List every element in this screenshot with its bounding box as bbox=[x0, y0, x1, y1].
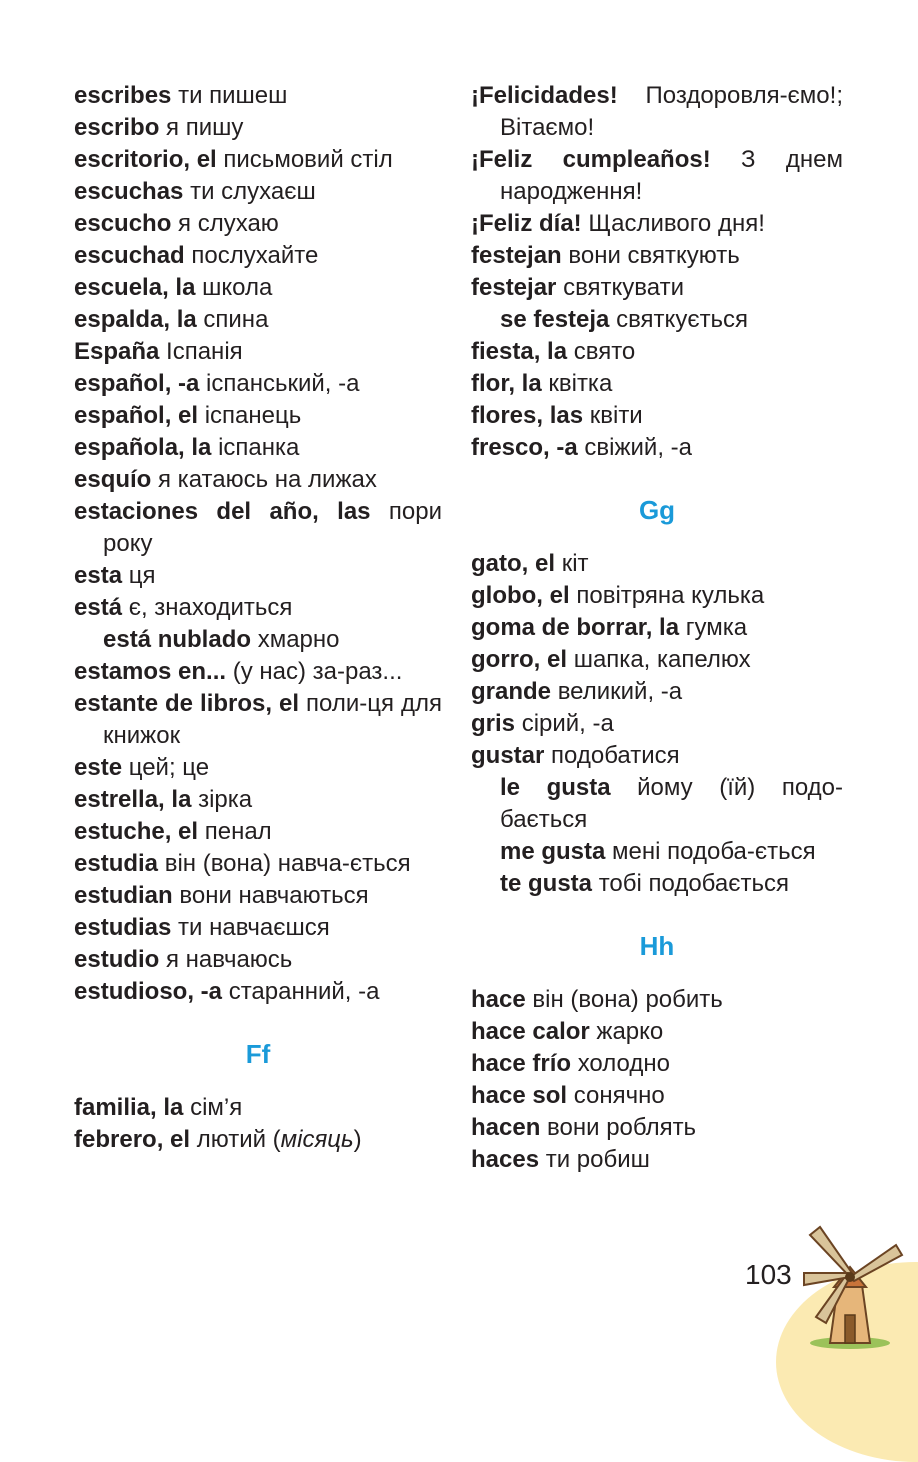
headword: escribes bbox=[74, 82, 172, 109]
translation: холодно bbox=[577, 1050, 670, 1077]
dictionary-entry bbox=[471, 1016, 843, 1048]
translation-note: місяць bbox=[280, 1126, 354, 1153]
translation: хмарно bbox=[257, 626, 340, 653]
headword: estudioso, -a bbox=[74, 978, 223, 1005]
translation: Щасливого дня! bbox=[588, 210, 765, 237]
headword: escuchas bbox=[74, 178, 184, 205]
translation: свіжий, -а bbox=[584, 434, 693, 461]
dictionary-entry bbox=[471, 1112, 843, 1144]
headword: estante de libros, el bbox=[74, 690, 300, 717]
translation: (у нас) за-раз... bbox=[232, 658, 403, 685]
spacer bbox=[471, 464, 843, 494]
dictionary-entry bbox=[471, 432, 843, 464]
translation: я катаюсь на лижах bbox=[158, 466, 377, 493]
headword: escuela, la bbox=[74, 274, 196, 301]
translation: він (вона) робить bbox=[532, 986, 723, 1013]
translation: гумка bbox=[685, 614, 748, 641]
headword: estudias bbox=[74, 914, 172, 941]
dictionary-entry bbox=[74, 336, 442, 368]
headword: ¡Felicidades! bbox=[471, 82, 618, 109]
dictionary-entry bbox=[74, 496, 442, 560]
headword: estamos en... bbox=[74, 658, 227, 685]
translation: вони роблять bbox=[547, 1114, 697, 1141]
dictionary-subentry bbox=[471, 304, 843, 336]
headword: familia, la bbox=[74, 1094, 184, 1121]
headword: me gusta bbox=[500, 838, 606, 865]
headword: española, la bbox=[74, 434, 212, 461]
headword: grande bbox=[471, 678, 552, 705]
translation: сім’я bbox=[190, 1094, 243, 1121]
headword: estudian bbox=[74, 882, 173, 909]
dictionary-subentry bbox=[471, 836, 843, 868]
headword: fresco, -a bbox=[471, 434, 578, 461]
translation: сонячно bbox=[573, 1082, 665, 1109]
translation: іспанка bbox=[218, 434, 300, 461]
dictionary-entry bbox=[74, 944, 442, 976]
translation: жарко bbox=[596, 1018, 664, 1045]
translation: старанний, -а bbox=[228, 978, 380, 1005]
dictionary-entry bbox=[471, 144, 843, 208]
dictionary-entry bbox=[74, 848, 442, 880]
dictionary-entry bbox=[74, 464, 442, 496]
translation: Іспанія bbox=[166, 338, 243, 365]
dictionary-entry bbox=[74, 688, 442, 752]
dictionary-entry bbox=[74, 176, 442, 208]
dictionary-entry bbox=[74, 656, 442, 688]
translation: ти пишеш bbox=[178, 82, 288, 109]
dictionary-entry bbox=[471, 644, 843, 676]
headword: hace sol bbox=[471, 1082, 568, 1109]
page-number: 103 bbox=[745, 1259, 792, 1290]
translation: свято bbox=[573, 338, 636, 365]
dictionary-entry bbox=[74, 304, 442, 336]
headword: hace frío bbox=[471, 1050, 572, 1077]
headword: estrella, la bbox=[74, 786, 192, 813]
dictionary-entry bbox=[471, 208, 843, 240]
dictionary-subentry bbox=[471, 772, 843, 836]
headword: estaciones del año, las bbox=[74, 498, 371, 525]
translation: йому (їй) подо-бається bbox=[500, 774, 843, 833]
translation: великий, -а bbox=[557, 678, 683, 705]
dictionary-entry bbox=[471, 240, 843, 272]
spacer bbox=[471, 526, 843, 548]
dictionary-subentry bbox=[74, 624, 442, 656]
dictionary-subentry bbox=[471, 868, 843, 900]
dictionary-entry bbox=[74, 1092, 442, 1124]
headword: estudio bbox=[74, 946, 160, 973]
dictionary-entry bbox=[471, 1080, 843, 1112]
translation: святкувати bbox=[563, 274, 684, 301]
headword: fiesta, la bbox=[471, 338, 568, 365]
headword: festejar bbox=[471, 274, 557, 301]
headword: hace calor bbox=[471, 1018, 590, 1045]
headword: festejan bbox=[471, 242, 562, 269]
headword: escuchad bbox=[74, 242, 185, 269]
spacer bbox=[74, 1008, 442, 1038]
spacer bbox=[74, 1070, 442, 1092]
dictionary-entry bbox=[74, 208, 442, 240]
translation: школа bbox=[202, 274, 273, 301]
headword: escribo bbox=[74, 114, 160, 141]
translation: він (вона) навча-ється bbox=[164, 850, 411, 877]
dictionary-entry bbox=[74, 80, 442, 112]
translation: я слухаю bbox=[178, 210, 279, 237]
spacer bbox=[471, 900, 843, 930]
headword: le gusta bbox=[500, 774, 611, 801]
headword: ¡Feliz cumpleaños! bbox=[471, 146, 711, 173]
section-letter-heading: Gg bbox=[638, 495, 676, 525]
translation: письмовий стіл bbox=[223, 146, 393, 173]
dictionary-entry bbox=[74, 112, 442, 144]
translation: сірий, -а bbox=[521, 710, 614, 737]
headword: España bbox=[74, 338, 160, 365]
translation: є, знаходиться bbox=[128, 594, 293, 621]
dictionary-entry bbox=[471, 272, 843, 304]
translation: квіти bbox=[589, 402, 643, 429]
headword: flores, las bbox=[471, 402, 584, 429]
translation: вони святкують bbox=[568, 242, 740, 269]
translation: я навчаюсь bbox=[166, 946, 293, 973]
section-letter-heading: Ff bbox=[245, 1039, 271, 1069]
dictionary-entry bbox=[471, 400, 843, 432]
translation: кіт bbox=[561, 550, 589, 577]
dictionary-entry bbox=[74, 432, 442, 464]
headword: gorro, el bbox=[471, 646, 568, 673]
dictionary-entry bbox=[74, 880, 442, 912]
headword: esquío bbox=[74, 466, 152, 493]
dictionary-entry bbox=[471, 580, 843, 612]
dictionary-entry bbox=[74, 368, 442, 400]
headword: haces bbox=[471, 1146, 540, 1173]
dictionary-entry bbox=[74, 592, 442, 624]
dictionary-entry bbox=[471, 1048, 843, 1080]
headword: febrero, el bbox=[74, 1126, 191, 1153]
dictionary-entry bbox=[74, 976, 442, 1008]
dictionary-column-left bbox=[74, 80, 442, 1156]
headword: español, el bbox=[74, 402, 199, 429]
translation: ти робиш bbox=[545, 1146, 650, 1173]
headword: escritorio, el bbox=[74, 146, 217, 173]
headword: te gusta bbox=[500, 870, 593, 897]
translation-suffix: ) bbox=[353, 1126, 362, 1153]
headword: gustar bbox=[471, 742, 545, 769]
translation: вони навчаються bbox=[179, 882, 369, 909]
translation: я пишу bbox=[166, 114, 244, 141]
dictionary-entry bbox=[74, 912, 442, 944]
headword: se festeja bbox=[500, 306, 610, 333]
windmill-icon bbox=[790, 1215, 910, 1355]
headword: globo, el bbox=[471, 582, 570, 609]
headword: gris bbox=[471, 710, 516, 737]
translation: спина bbox=[203, 306, 269, 333]
dictionary-entry bbox=[74, 400, 442, 432]
translation: мені подоба-ється bbox=[612, 838, 816, 865]
dictionary-entry bbox=[74, 272, 442, 304]
headword: hace bbox=[471, 986, 526, 1013]
translation: пори року bbox=[103, 498, 442, 557]
translation: шапка, капелюх bbox=[573, 646, 751, 673]
translation: повітряна кулька bbox=[576, 582, 765, 609]
dictionary-entry bbox=[471, 1144, 843, 1176]
translation: ти слухаєш bbox=[190, 178, 316, 205]
headword: estuche, el bbox=[74, 818, 199, 845]
translation: ця bbox=[128, 562, 156, 589]
translation: подобатися bbox=[551, 742, 680, 769]
dictionary-entry bbox=[74, 752, 442, 784]
headword: español, -a bbox=[74, 370, 200, 397]
spacer bbox=[471, 962, 843, 984]
translation: зірка bbox=[198, 786, 253, 813]
dictionary-entry bbox=[471, 708, 843, 740]
dictionary-entry bbox=[74, 784, 442, 816]
translation: святкується bbox=[616, 306, 749, 333]
dictionary-entry bbox=[471, 336, 843, 368]
dictionary-entry bbox=[74, 240, 442, 272]
headword: espalda, la bbox=[74, 306, 197, 333]
translation: квітка bbox=[548, 370, 613, 397]
headword: está bbox=[74, 594, 123, 621]
dictionary-entry bbox=[471, 80, 843, 144]
dictionary-entry bbox=[74, 816, 442, 848]
translation: іспанський, -а bbox=[206, 370, 360, 397]
dictionary-entry bbox=[471, 548, 843, 580]
dictionary-entry bbox=[74, 560, 442, 592]
dictionary-entry bbox=[471, 368, 843, 400]
dictionary-entry bbox=[471, 676, 843, 708]
dictionary-entry bbox=[471, 740, 843, 772]
translation: пенал bbox=[204, 818, 272, 845]
headword: gato, el bbox=[471, 550, 556, 577]
translation: тобі подобається bbox=[598, 870, 789, 897]
dictionary-entry bbox=[74, 1124, 442, 1156]
translation: іспанець bbox=[204, 402, 302, 429]
translation: послухайте bbox=[191, 242, 319, 269]
dictionary-entry bbox=[471, 984, 843, 1016]
headword: goma de borrar, la bbox=[471, 614, 680, 641]
headword: ¡Feliz día! bbox=[471, 210, 582, 237]
translation: Поздоровля-ємо!; Вітаємо! bbox=[500, 82, 843, 141]
headword: está nublado bbox=[103, 626, 252, 653]
translation: З днем народження! bbox=[500, 146, 843, 205]
headword: hacen bbox=[471, 1114, 541, 1141]
translation: цей; це bbox=[128, 754, 210, 781]
headword: este bbox=[74, 754, 123, 781]
headword: flor, la bbox=[471, 370, 542, 397]
translation: лютий ( bbox=[196, 1126, 281, 1153]
dictionary-entry bbox=[471, 612, 843, 644]
dictionary-column-right bbox=[471, 80, 843, 1176]
headword: esta bbox=[74, 562, 123, 589]
translation: ти навчаєшся bbox=[178, 914, 330, 941]
section-letter-heading: Hh bbox=[639, 931, 675, 961]
translation: поли-ця для книжок bbox=[103, 690, 443, 749]
dictionary-entry bbox=[74, 144, 442, 176]
headword: escucho bbox=[74, 210, 172, 237]
headword: estudia bbox=[74, 850, 159, 877]
